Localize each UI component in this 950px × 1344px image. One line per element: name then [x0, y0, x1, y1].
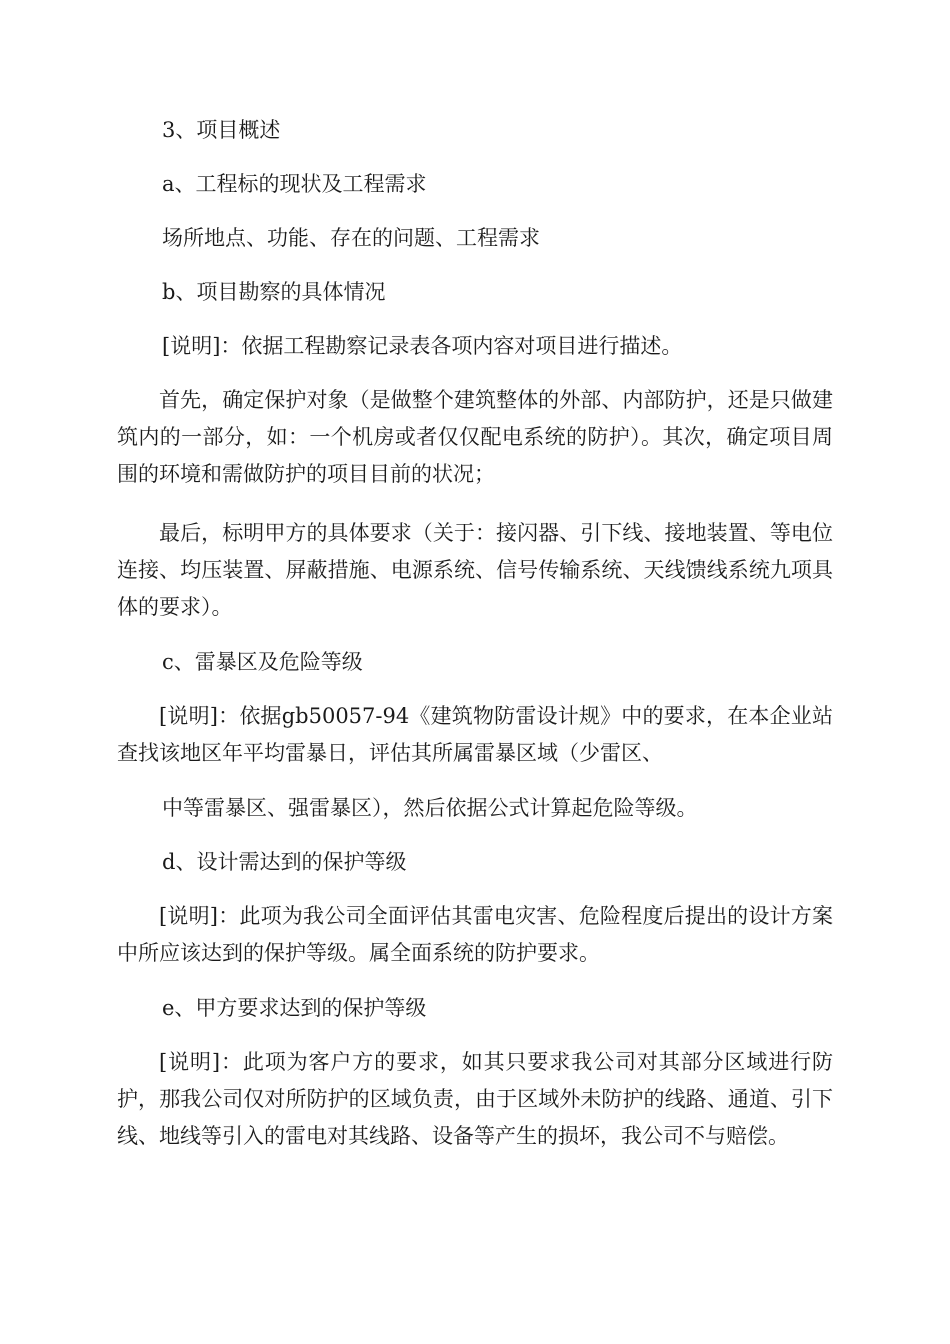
note-b: [说明]：依据工程勘察记录表各项内容对项目进行描述。	[162, 334, 683, 358]
note-c: [说明]：依据gb50057-94《建筑物防雷设计规》中的要求，在本企业站查找该地区年平均雷暴日，评估其所属雷暴区域（少雷区、	[117, 704, 833, 765]
note-d: [说明]：此项为我公司全面评估其雷电灾害、危险程度后提出的设计方案中所应该达到的保护等级。属全面系统的防护要求。	[117, 904, 833, 965]
subheading-c: c、雷暴区及危险等级	[162, 650, 363, 674]
subheading-d: d、设计需达到的保护等级	[162, 850, 407, 874]
paragraph-protection-target: 首先，确定保护对象（是做整个建筑整体的外部、内部防护，还是只做建筑内的一部分，如：一个机房或者仅仅配电系统的防护）。其次，确定项目周围的环境和需做防护的项目目前的状况；	[117, 388, 833, 486]
note-e: [说明]：此项为客户方的要求，如其只要求我公司对其部分区域进行防护，那我公司仅对所防护的区域负责，由于区域外未防护的线路、通道、引下线、地线等引入的雷电对其线路、设备等产生的损坏，我公司不与赔偿。	[117, 1050, 833, 1148]
subheading-e: e、甲方要求达到的保护等级	[162, 996, 427, 1020]
paragraph-site-info: 场所地点、功能、存在的问题、工程需求	[162, 226, 540, 250]
subheading-a: a、工程标的现状及工程需求	[162, 172, 427, 196]
note-c-continued: 中等雷暴区、强雷暴区），然后依据公式计算起危险等级。	[162, 796, 698, 820]
section-heading-3: 3、项目概述	[162, 118, 281, 142]
paragraph-client-requirements: 最后，标明甲方的具体要求（关于：接闪器、引下线、接地装置、等电位连接、均压装置、屏蔽措施、电源系统、信号传输系统、天线馈线系统九项具体的要求）。	[117, 521, 833, 619]
subheading-b: b、项目勘察的具体情况	[162, 280, 386, 304]
